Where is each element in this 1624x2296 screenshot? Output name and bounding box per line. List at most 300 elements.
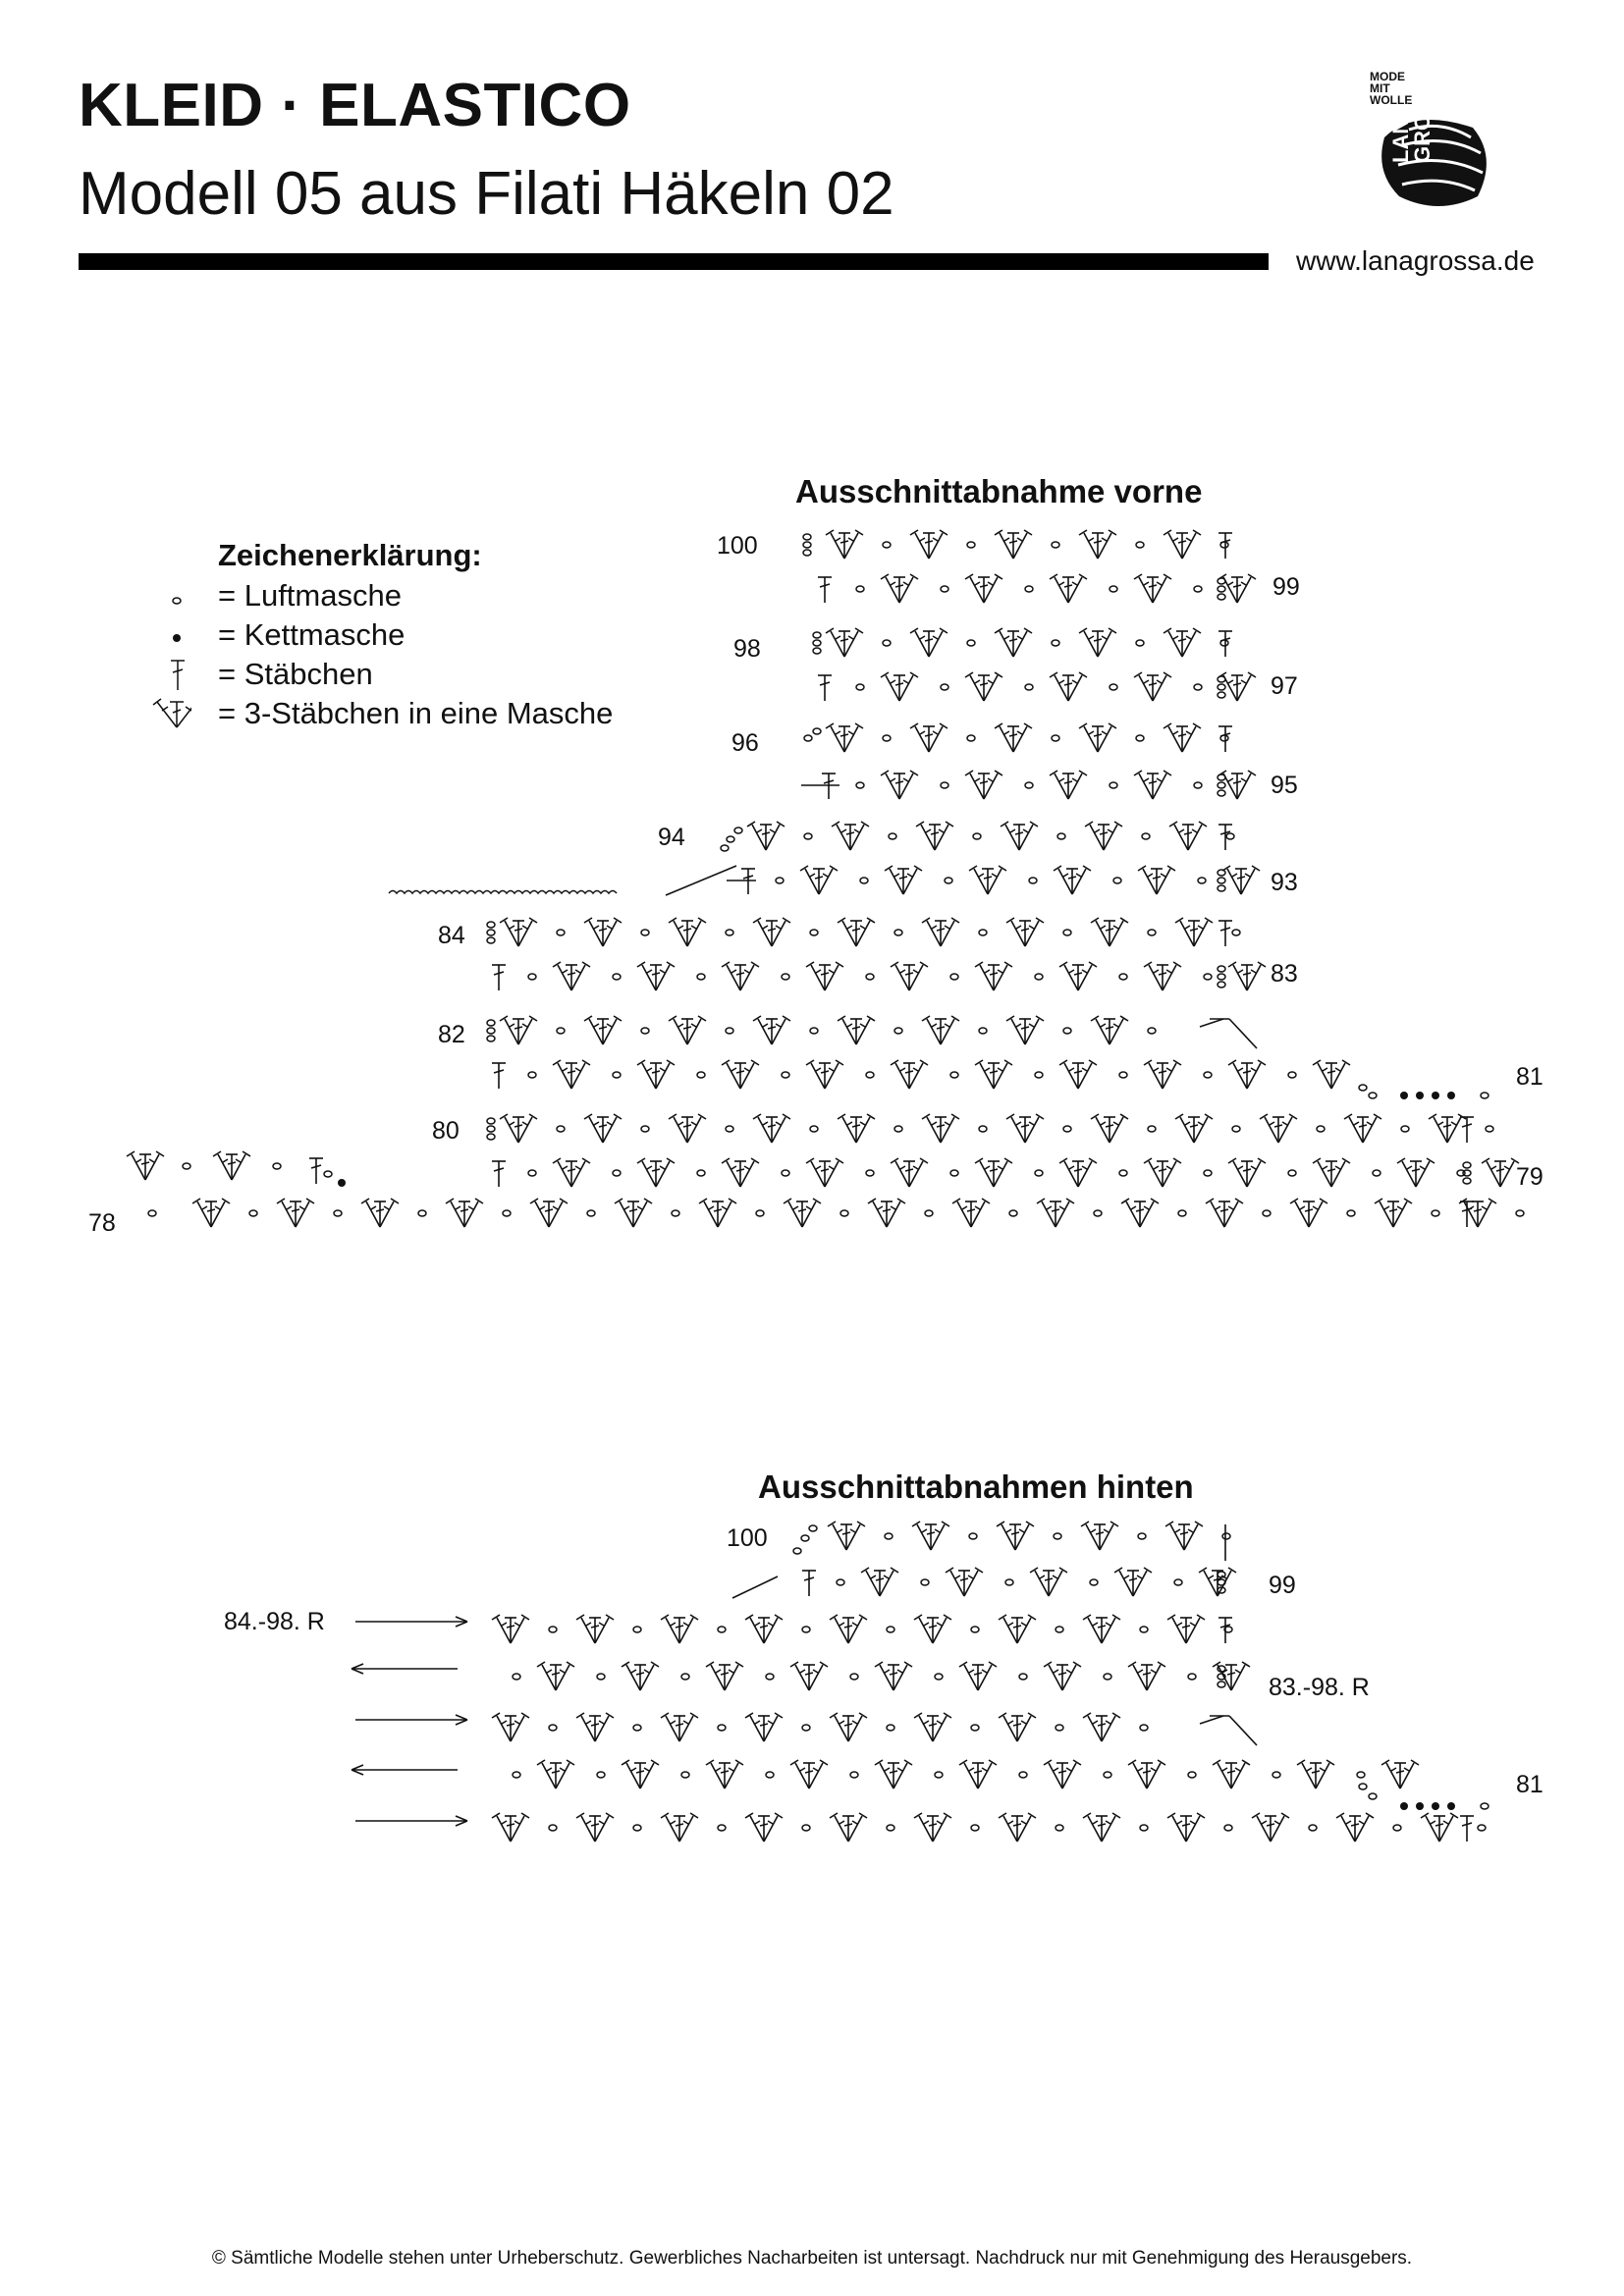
shell-stitch (661, 1813, 698, 1842)
cut-line (389, 891, 617, 894)
shell-stitch (881, 574, 918, 603)
chain-stitch (967, 640, 975, 646)
chain-stitch (1222, 1533, 1230, 1539)
chain-stitch (1035, 974, 1043, 980)
chain-stitch (1136, 735, 1144, 741)
chain-stitch (1148, 1126, 1156, 1132)
chain-stitch (726, 1126, 733, 1132)
chain-stitch (1288, 1170, 1296, 1176)
shell-stitch (1459, 1199, 1496, 1227)
shell-stitch (790, 1760, 828, 1789)
shell-stitch (1164, 723, 1201, 752)
chain-stitch (979, 1126, 987, 1132)
chain-stitch (726, 1028, 733, 1034)
shell-stitch (622, 1662, 659, 1690)
shell-stitch (1228, 1060, 1266, 1089)
legend-label-chain: = Luftmasche (218, 578, 402, 613)
chain-stitch (1218, 966, 1225, 972)
chain-stitch (503, 1210, 511, 1216)
shell-stitch (699, 1199, 736, 1227)
shell-stitch (1030, 1568, 1067, 1596)
chain-stitch (1178, 1210, 1186, 1216)
slip-stitch (1432, 1092, 1439, 1099)
chain-stitch (513, 1772, 520, 1778)
shell-stitch (1050, 672, 1087, 701)
chain-stitch (1432, 1210, 1439, 1216)
shell-stitch (553, 1158, 590, 1187)
chain-stitch (1056, 1725, 1063, 1731)
chain-stitch (945, 878, 952, 883)
chain-stitch (810, 930, 818, 935)
chain-stitch (804, 735, 812, 741)
logo-tagline-1: MODE (1370, 70, 1405, 83)
slip-stitch (1447, 1802, 1455, 1810)
chain-stitch (1119, 974, 1127, 980)
chain-stitch (921, 1579, 929, 1585)
chain-stitch (418, 1210, 426, 1216)
chain-stitch (487, 1126, 495, 1132)
chain-stitch (1142, 833, 1150, 839)
chain-stitch (487, 937, 495, 943)
chain-stitch (587, 1210, 595, 1216)
shell-stitch (277, 1199, 314, 1227)
shell-stitch (446, 1199, 483, 1227)
shell-stitch (1059, 962, 1097, 990)
shell-stitch (1381, 1760, 1419, 1789)
shell-stitch (1134, 574, 1171, 603)
shell-stitch (669, 1016, 706, 1044)
chain-stitch (528, 1072, 536, 1078)
front-diagram-title: Ausschnittabnahme vorne (795, 473, 1203, 509)
chain-stitch (1063, 1028, 1071, 1034)
shell-stitch (615, 1199, 652, 1227)
shell-stitch (946, 1568, 983, 1596)
shell-stitch (1144, 1158, 1181, 1187)
chain-stitch (1401, 1126, 1409, 1132)
back-diagram-title: Ausschnittabnahmen hinten (758, 1468, 1194, 1505)
shell-end (1200, 1019, 1223, 1027)
chain-stitch (971, 1627, 979, 1632)
shell-stitch (1134, 771, 1171, 799)
shell-stitch (806, 1158, 843, 1187)
row-label: 83.-98. R (1269, 1674, 1370, 1701)
row-label: 84 (438, 922, 465, 949)
website-link[interactable]: www.lanagrossa.de (1296, 245, 1535, 276)
chain-stitch (1204, 1072, 1212, 1078)
shell-stitch (1138, 866, 1175, 894)
shell-stitch (576, 1713, 614, 1741)
chain-stitch (1174, 1579, 1182, 1585)
shell-stitch (1228, 1158, 1266, 1187)
shell-stitch (576, 1615, 614, 1643)
row-label: 100 (727, 1524, 768, 1552)
chain-stitch (856, 586, 864, 592)
row-label: 83 (1271, 960, 1298, 988)
slip-stitch (1447, 1092, 1455, 1099)
chain-stitch (941, 684, 948, 690)
chain-stitch (883, 542, 891, 548)
shell-stitch (891, 1060, 928, 1089)
chain-stitch (273, 1163, 281, 1169)
chain-stitch (887, 1725, 894, 1731)
shell-stitch (1050, 771, 1087, 799)
chain-stitch (1369, 1093, 1377, 1098)
chain-stitch (883, 735, 891, 741)
chain-stitch (971, 1725, 979, 1731)
chain-stitch (1136, 542, 1144, 548)
chain-stitch (885, 1533, 893, 1539)
shell-stitch (1429, 1114, 1466, 1143)
chain-stitch (148, 1210, 156, 1216)
shell-stitch (999, 1713, 1036, 1741)
chain-stitch (1373, 1170, 1380, 1176)
shell-stitch (891, 1158, 928, 1187)
shell-stitch (952, 1199, 990, 1227)
shell-stitch (999, 1615, 1036, 1643)
shell-stitch (1228, 962, 1266, 990)
chain-stitch (925, 1210, 933, 1216)
chain-stitch (1463, 1170, 1471, 1176)
chain-stitch (756, 1210, 764, 1216)
chain-stitch (1113, 878, 1121, 883)
chain-stitch (1194, 586, 1202, 592)
chain-stitch (487, 1028, 495, 1034)
chain-stitch (1481, 1803, 1489, 1809)
shell-stitch (1121, 1199, 1159, 1227)
shell-stitch (875, 1662, 912, 1690)
shell-stitch (914, 1713, 951, 1741)
chain-stitch (726, 930, 733, 935)
chain-stitch (1188, 1674, 1196, 1680)
chain-stitch (1357, 1772, 1365, 1778)
row-label: 84.-98. R (224, 1608, 325, 1635)
chain-stitch (549, 1825, 557, 1831)
chain-stitch (941, 586, 948, 592)
shell-stitch (1044, 1662, 1081, 1690)
chain-stitch (971, 1825, 979, 1831)
slip-stitch (1416, 1092, 1424, 1099)
chain-stitch (1140, 1627, 1148, 1632)
chain-stitch (1140, 1825, 1148, 1831)
shell-stitch (1144, 962, 1181, 990)
shell-stitch (1482, 1158, 1519, 1187)
shell-stitch (1079, 723, 1116, 752)
shell-end (1229, 1019, 1257, 1048)
chain-stitch (1063, 1126, 1071, 1132)
shell-stitch (832, 822, 869, 850)
shell-stitch (875, 1760, 912, 1789)
chain-stitch (1063, 930, 1071, 935)
shell-stitch (975, 1158, 1012, 1187)
chain-stitch (1309, 1825, 1317, 1831)
chain-stitch (1110, 586, 1117, 592)
chain-stitch (1090, 1579, 1098, 1585)
shell-stitch (500, 1016, 537, 1044)
shell-stitch (914, 1615, 951, 1643)
chain-stitch (718, 1725, 726, 1731)
shell-stitch (1091, 1016, 1128, 1044)
shell-stitch (492, 1615, 529, 1643)
chain-stitch (1025, 782, 1033, 788)
chain-stitch (487, 1020, 495, 1026)
chain-stitch (883, 640, 891, 646)
chain-stitch (697, 1072, 705, 1078)
shell-stitch (745, 1713, 783, 1741)
chain-stitch (681, 1674, 689, 1680)
chain-stitch (641, 930, 649, 935)
shell-stitch (637, 962, 675, 990)
chain-stitch (810, 1028, 818, 1034)
chain-stitch (1019, 1772, 1027, 1778)
shell-stitch (826, 530, 863, 559)
chain-stitch (557, 930, 565, 935)
shell-stitch (1165, 1522, 1203, 1550)
shell-stitch (1167, 1615, 1205, 1643)
shell-stitch (995, 723, 1032, 752)
shell-stitch (537, 1760, 574, 1789)
shell-stitch (826, 628, 863, 657)
chain-stitch (1138, 1533, 1146, 1539)
chain-stitch (782, 1170, 789, 1176)
shell-stitch (995, 530, 1032, 559)
shell-stitch (492, 1813, 529, 1842)
shell-stitch (885, 866, 922, 894)
chain-stitch (803, 534, 811, 540)
shell-stitch (661, 1615, 698, 1643)
shell-stitch (753, 1114, 790, 1143)
chain-stitch (894, 1126, 902, 1132)
shell-stitch (1175, 918, 1213, 946)
chain-stitch (1025, 684, 1033, 690)
shell-stitch (1336, 1813, 1374, 1842)
chain-stitch (1194, 782, 1202, 788)
chain-stitch (557, 1126, 565, 1132)
chain-stitch (641, 1126, 649, 1132)
shell-stitch (826, 723, 863, 752)
shell-stitch (959, 1662, 997, 1690)
chain-stitch (1019, 1674, 1027, 1680)
chain-stitch (249, 1210, 257, 1216)
shell-stitch (661, 1713, 698, 1741)
chain-stitch (183, 1163, 190, 1169)
chain-stitch (776, 878, 784, 883)
chain-stitch (894, 930, 902, 935)
chain-stitch (803, 542, 811, 548)
chain-stitch (1218, 586, 1225, 592)
row-label: 95 (1271, 772, 1298, 799)
shell-stitch (838, 1016, 875, 1044)
shell-stitch (914, 1813, 951, 1842)
shell-stitch (959, 1760, 997, 1789)
chain-stitch (866, 1170, 874, 1176)
chain-stitch (1232, 1126, 1240, 1132)
shell-stitch (192, 1199, 230, 1227)
chain-stitch (1218, 974, 1225, 980)
chain-stitch (804, 833, 812, 839)
shell-stitch (361, 1199, 399, 1227)
shell-stitch (1169, 822, 1207, 850)
shell-stitch (1114, 1568, 1152, 1596)
chain-stitch (1463, 1178, 1471, 1184)
chain-stitch (1232, 930, 1240, 935)
chain-stitch (850, 1772, 858, 1778)
chain-stitch (734, 828, 742, 833)
chain-stitch (1204, 1170, 1212, 1176)
chain-stitch (1057, 833, 1065, 839)
page-subtitle: Modell 05 aus Filati Häkeln 02 (79, 160, 894, 228)
chain-stitch (979, 1028, 987, 1034)
chain-stitch (1052, 542, 1059, 548)
chain-stitch (894, 1028, 902, 1034)
logo-brand: LANA GROSSA (1388, 69, 1435, 163)
shell-stitch (1164, 628, 1201, 657)
chain-stitch (487, 922, 495, 928)
shell-stitch (1006, 918, 1044, 946)
chain-stitch (866, 974, 874, 980)
shell-stitch (747, 822, 785, 850)
chain-stitch (528, 1170, 536, 1176)
row-label: 78 (88, 1209, 116, 1237)
shell-stitch (213, 1151, 250, 1180)
shell-stitch (784, 1199, 821, 1227)
chain-stitch (557, 1028, 565, 1034)
shell-stitch (881, 771, 918, 799)
shell-stitch (1128, 1760, 1165, 1789)
shell-stitch (910, 723, 947, 752)
chain-stitch (613, 974, 621, 980)
chain-stitch (597, 1772, 605, 1778)
shell-stitch (965, 574, 1002, 603)
chain-stitch (935, 1674, 943, 1680)
chain-stitch (941, 782, 948, 788)
slip-stitch (338, 1179, 346, 1187)
row-label: 97 (1271, 672, 1298, 700)
chain-stitch (528, 974, 536, 980)
chain-stitch (813, 632, 821, 638)
chain-stitch (597, 1674, 605, 1680)
legend-label-shell: = 3-Stäbchen in eine Masche (218, 696, 614, 730)
chain-stitch (1119, 1170, 1127, 1176)
shell-stitch (800, 866, 838, 894)
row-label: 96 (731, 729, 759, 757)
chain-stitch (782, 974, 789, 980)
chain-stitch (1140, 1725, 1148, 1731)
shell-stitch (500, 918, 537, 946)
page-title: KLEID · ELASTICO (79, 72, 631, 139)
chain-stitch (813, 640, 821, 646)
chain-stitch (1204, 974, 1212, 980)
chain-stitch (549, 1725, 557, 1731)
shell-stitch (1006, 1114, 1044, 1143)
chain-stitch (1035, 1072, 1043, 1078)
chain-stitch (697, 1170, 705, 1176)
chain-stitch (802, 1725, 810, 1731)
chain-stitch (1218, 1682, 1225, 1687)
chain-stitch (1393, 1825, 1401, 1831)
shell-end (1200, 1716, 1223, 1724)
chain-stitch (793, 1548, 801, 1554)
chain-stitch (1218, 684, 1225, 690)
shell-stitch (830, 1713, 867, 1741)
chain-stitch (1218, 774, 1225, 780)
chain-stitch (967, 735, 975, 741)
chain-stitch (1104, 1772, 1111, 1778)
shell-stitch (1206, 1199, 1243, 1227)
shell-stitch (868, 1199, 905, 1227)
shell-stitch (1044, 1760, 1081, 1789)
shell-stitch (1175, 1114, 1213, 1143)
shell-stitch (1091, 918, 1128, 946)
shell-stitch (553, 962, 590, 990)
chain-stitch (887, 1627, 894, 1632)
chain-stitch (887, 1825, 894, 1831)
chain-stitch (681, 1772, 689, 1778)
chain-stitch (967, 542, 975, 548)
chain-stitch (1486, 1126, 1493, 1132)
chain-stitch (633, 1725, 641, 1731)
shell-stitch (1260, 1114, 1297, 1143)
shell-stitch (669, 1114, 706, 1143)
shell-stitch (537, 1662, 574, 1690)
chain-stitch (813, 648, 821, 654)
chain-stitch (801, 1535, 809, 1541)
shell-stitch (838, 1114, 875, 1143)
shell-stitch (1037, 1199, 1074, 1227)
chain-stitch (613, 1170, 621, 1176)
shell-stitch (1375, 1199, 1412, 1227)
chain-stitch (334, 1210, 342, 1216)
chain-stitch (1218, 1572, 1225, 1577)
chain-stitch (487, 930, 495, 935)
legend-title: Zeichenerklärung: (218, 538, 482, 572)
chain-stitch (549, 1627, 557, 1632)
shell-stitch (922, 1016, 959, 1044)
shell-stitch (722, 1060, 759, 1089)
shell-stitch (806, 1060, 843, 1089)
shell-stitch (997, 1522, 1034, 1550)
chain-stitch (1317, 1126, 1325, 1132)
chain-stitch (1218, 885, 1225, 891)
shell-stitch (1134, 672, 1171, 701)
chain-stitch (1052, 640, 1059, 646)
chain-stitch (1218, 782, 1225, 788)
shell-stitch (722, 962, 759, 990)
row-label: 99 (1272, 573, 1300, 601)
chain-stitch (950, 974, 958, 980)
shell-stitch (722, 1158, 759, 1187)
chain-stitch (1359, 1784, 1367, 1789)
chain-stitch (487, 1134, 495, 1140)
chain-stitch (1029, 878, 1037, 883)
shell-stitch (1081, 1522, 1118, 1550)
chain-stitch (1025, 586, 1033, 592)
chain-stitch (1218, 676, 1225, 682)
shell-stitch (1397, 1158, 1435, 1187)
shell-stitch (1091, 1114, 1128, 1143)
shell-stitch (1083, 1713, 1120, 1741)
row-label: 79 (1516, 1163, 1543, 1191)
shell-stitch (1344, 1114, 1381, 1143)
shell-stitch (830, 1813, 867, 1842)
shell-stitch (881, 672, 918, 701)
shell-stitch (922, 918, 959, 946)
chain-stitch (1263, 1210, 1271, 1216)
chain-stitch (1009, 1210, 1017, 1216)
shell-stitch (1059, 1060, 1097, 1089)
chain-stitch (1218, 982, 1225, 988)
shell-stitch (1050, 574, 1087, 603)
shell-stitch (1297, 1760, 1334, 1789)
